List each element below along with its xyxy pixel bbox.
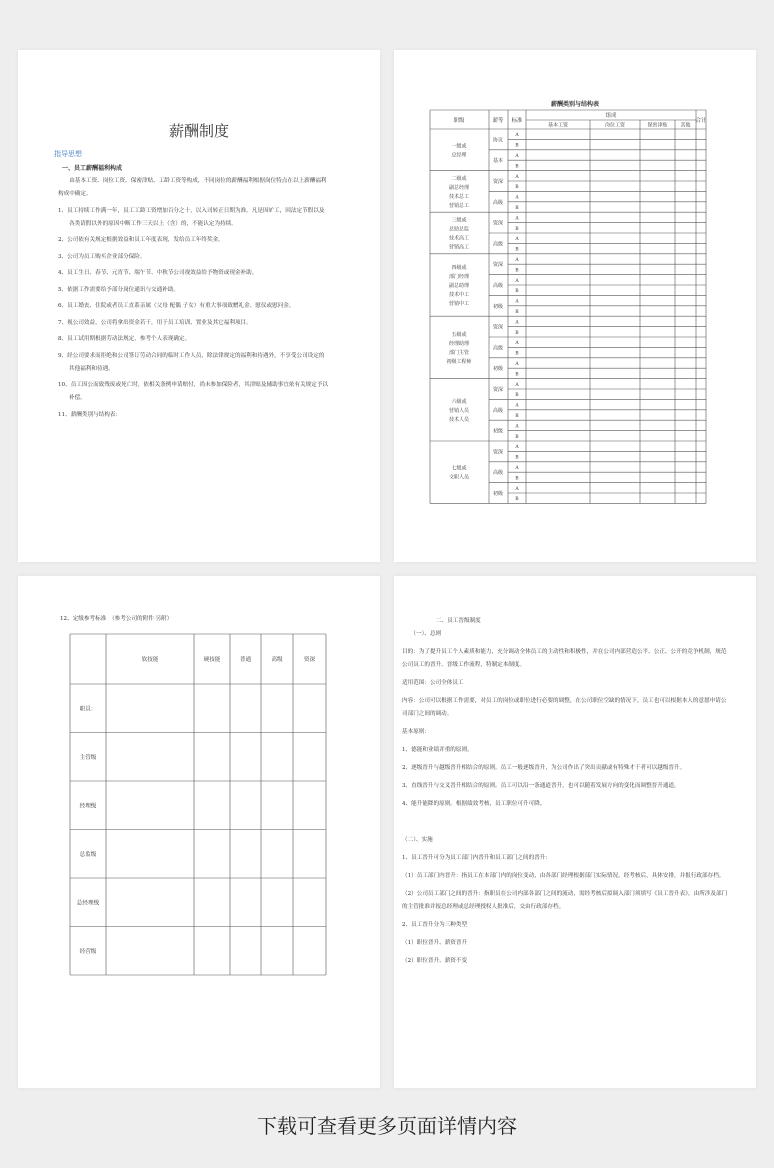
std-label: A [515, 216, 519, 222]
grade-label: 初级 [492, 303, 504, 310]
row-header: 总经理级 [76, 900, 100, 907]
paragraph: （1）员工部门内晋升：指员工在本部门内的岗位变动，由各部门经理根据部门实际情况，经考核后，具体安排，并报行政部存档。 [402, 873, 725, 879]
job-level-label: 总助总监 [448, 226, 470, 233]
header-group: 组成 [605, 113, 617, 119]
std-label: B [515, 497, 519, 503]
guide-heading: 指导思想 [54, 150, 82, 158]
grading-caption: 12、定级参考标准 （参考公司的附件 另附） [60, 616, 173, 622]
std-label: B [515, 455, 519, 461]
job-level-label: 副总经理 [448, 184, 470, 191]
paragraph: 1、员工持续工作满一年，员工工龄工资增加百分之十，以入司转正日期为准。凡是因旷工，因法定节假以及各类请假以外的原因中断工作三天以上（含）的，不能认定为持续。 [58, 207, 325, 227]
grade-label: 高级 [492, 345, 504, 352]
job-level-label: 四级或 [451, 265, 467, 271]
std-label: A [515, 320, 519, 326]
std-label: B [515, 434, 519, 440]
job-level-label: 营销中工 [448, 301, 470, 307]
job-level-label: 技术总工 [448, 193, 470, 200]
paragraph: 2、员工晋升分为三种类型 [402, 922, 468, 928]
header-grade: 薪等 [492, 118, 504, 124]
row-header: 职员： [79, 706, 97, 713]
column-header: 普通 [239, 657, 252, 663]
grade-label: 初级 [492, 491, 504, 497]
std-label: A [515, 154, 519, 159]
paragraph: 5、依据工作需要给予部分岗位通讯与交通补助。 [58, 286, 180, 293]
job-level-label: 部门主管 [448, 349, 470, 356]
document-page-2 [394, 50, 756, 562]
promotion-heading: 二、员工晋级制度 [436, 618, 481, 624]
paragraph: 7、视公司效益，公司将拿出资金若干，用于员工培训、置业及其它福利项目。 [58, 319, 252, 326]
std-label: B [515, 206, 519, 211]
job-level-label: 总经理 [451, 152, 467, 159]
job-level-label: 副总助理 [448, 283, 470, 289]
grade-label: 协议 [492, 137, 504, 144]
std-label: A [515, 299, 519, 305]
std-label: A [515, 466, 519, 471]
job-level-label: 二级或 [451, 175, 467, 182]
header-job: 职级 [453, 118, 465, 124]
paragraph: （2）公司员工部门之间的晋升：指职员在公司内部各部门之间的流动，需经考核后拟调入部门须填写《员工晋升表》，由所涉及部门的主管批准并报总经理或总经理授权人批准后，交由行政部存档。 [402, 891, 728, 910]
paragraph: 6、员工婚丧、住院或者员工直系亲属（父母 配偶 子女）有重大事项致赠礼金、慰仪或慰问金。 [58, 303, 295, 309]
job-level-label: 营销总工 [448, 202, 470, 209]
paragraph: 3、公司为员工购买企业部分保险。 [58, 253, 146, 260]
document-page-1 [18, 50, 380, 562]
std-label: A [515, 133, 519, 139]
paragraph: 11、薪酬类别与结构表： [58, 411, 122, 418]
job-level-label: 七级或 [451, 465, 467, 472]
column-header: 硬技能 [203, 657, 221, 663]
page4-body [402, 628, 732, 973]
paragraph: 3、直线晋升与交叉晋升相结合的原则。员工可以沿一条通道晋升，也可以随着发展方向的变化而调整晋升通道。 [402, 783, 680, 789]
job-level-label: 技术人员 [448, 416, 470, 423]
grade-label: 资深 [492, 179, 504, 185]
std-label: A [515, 174, 519, 180]
std-label: B [515, 372, 519, 378]
grade-label: 高级 [492, 470, 504, 477]
std-label: B [515, 476, 519, 482]
grade-label: 高级 [492, 283, 504, 289]
grade-label: 资深 [492, 387, 504, 393]
paragraph: 1、员工晋升可分为员工部门内晋升和员工部门之间的晋升： [402, 855, 551, 861]
std-label: A [515, 278, 519, 284]
std-label: A [515, 258, 519, 263]
grade-label: 高级 [492, 199, 504, 206]
document-page-4 [394, 576, 756, 1088]
header-component: 保密津贴 [647, 122, 668, 129]
paragraph: 基本原则： [402, 729, 430, 735]
row-header: 总监级 [79, 851, 97, 858]
job-level-label: 技术高工 [448, 235, 470, 242]
std-label: B [515, 226, 519, 232]
std-label: B [515, 185, 519, 191]
job-level-label: 营销人员 [448, 407, 470, 414]
job-level-label: 部门经理 [448, 274, 470, 280]
paragraph: 1、德能和业绩并重的原则。 [402, 747, 473, 753]
grade-label: 高级 [492, 241, 504, 248]
paragraph: 9、经公司要求而拒绝和公司签订劳动合同的临时工作人员，除法律规定的福利和待遇外，不享受公司设定的其他福利和待遇。 [58, 352, 325, 372]
std-label: A [515, 362, 519, 367]
std-label: B [515, 414, 519, 419]
salary-structure-table [394, 50, 756, 562]
paragraph: 4、能升能降的原则。根据绩效考核，员工职位可升可降。 [402, 801, 546, 807]
paragraph: 4、员工生日、春节、元宵节、端午节、中秋节公司视效益给予物资或现金补助。 [58, 270, 258, 276]
std-label: A [515, 341, 519, 347]
paragraph: 10、员工因公而致残废或死亡时，依相关条例申请赔付，尚未参加保险者，其津贴及辅助事宜依有关规定予以补偿。 [58, 382, 329, 401]
job-level-label: 三级或 [451, 217, 467, 224]
std-label: B [515, 351, 519, 357]
std-label: A [515, 403, 519, 409]
std-label: A [515, 424, 519, 430]
grade-label: 初级 [492, 366, 504, 373]
grade-label: 资深 [492, 324, 504, 331]
std-label: A [515, 445, 519, 451]
header-component: 其他 [680, 122, 691, 129]
job-level-label: 初级工程师 [446, 358, 472, 365]
std-label: A [515, 237, 519, 243]
grade-label: 基本 [492, 158, 504, 165]
document-title: 薪酬制度 [168, 122, 229, 140]
section-heading: 一、员工薪酬福利构成 [62, 165, 123, 172]
paragraph [402, 816, 732, 829]
paragraph: （一）、总则 [402, 631, 442, 637]
column-header: 资深 [303, 657, 316, 663]
grade-label: 资深 [492, 220, 504, 227]
page1-body [58, 175, 330, 425]
paragraph: 适用范围：公司全体员工 [402, 680, 464, 686]
paragraph: 8、员工试用期根据劳动法规定，参考个人表现确定。 [58, 336, 191, 342]
paragraph: 2、逐级晋升与越级晋升相结合的原则。员工一般逐级晋升，为公司作出了突出贡献或有特殊才干者可以越级晋升。 [402, 765, 686, 771]
job-level-label: 营销高工 [448, 244, 470, 251]
std-label: A [515, 195, 519, 201]
std-label: B [515, 164, 519, 170]
footer-note: 下载可查看更多页面详情内容 [257, 1114, 517, 1138]
paragraph: 内容：公司可以根据工作需要，对员工的岗位或职位进行必要的调整，在公司职位空缺的情况下，员工也可以根据本人的意愿申请公司部门之间的调动。 [402, 698, 727, 717]
row-header: 经理级 [79, 803, 97, 810]
std-label: B [515, 143, 519, 149]
header-component: 基本工资 [547, 122, 569, 129]
job-level-label: 经理助理 [448, 340, 470, 347]
row-header: 经营级 [79, 948, 97, 955]
grade-label: 资深 [492, 262, 504, 269]
std-label: B [515, 330, 519, 336]
paragraph: （2）职位晋升、薪资不变 [402, 958, 468, 964]
job-level-label: 文职人员 [448, 474, 470, 481]
std-label: A [515, 382, 519, 388]
job-level-label: 技术中工 [448, 292, 470, 298]
header-std: 标准 [511, 118, 523, 124]
paragraph: （二）、实施 [402, 837, 433, 843]
header-total: 合计 [695, 118, 707, 124]
column-header: 高级 [271, 657, 283, 663]
grade-label: 高级 [492, 407, 504, 414]
job-level-label: 六级或 [451, 398, 467, 405]
std-label: B [515, 247, 519, 253]
std-label: B [515, 289, 519, 295]
job-level-label: 五级或 [451, 331, 467, 338]
grade-label: 资深 [492, 449, 504, 456]
row-header: 主管级 [79, 754, 97, 761]
column-header: 软技能 [141, 657, 159, 663]
job-level-label: 一级或 [451, 143, 467, 150]
grade-label: 初级 [492, 428, 504, 435]
paragraph: 目的：为了提升员工个人素质和能力，充分调动全体员工的主动性和积极性，并在公司内部营造公平、公正、公开的竞争机制，规范公司员工的晋升、晋级工作流程，特制定本制度。 [402, 649, 727, 668]
std-label: B [515, 393, 519, 399]
grading-reference-table [18, 576, 380, 1088]
std-label: B [515, 268, 519, 274]
header-component: 岗位工资 [604, 122, 626, 129]
table-caption: 薪酬类别与结构表 [550, 101, 599, 108]
std-label: A [515, 486, 519, 492]
paragraph: 由基本工资、岗位工资、保密津贴、工龄工资等构成，不同岗位的薪酬福利根据岗位特点在以上薪酬福利构成中确定。 [58, 178, 327, 197]
std-label: B [515, 310, 519, 315]
paragraph: （1）职位晋升、薪资晋升 [402, 940, 468, 946]
paragraph: 2、公司依有关规定根据效益和员工年度表现，发给员工年终奖金。 [58, 237, 224, 243]
document-page-3 [18, 576, 380, 1088]
